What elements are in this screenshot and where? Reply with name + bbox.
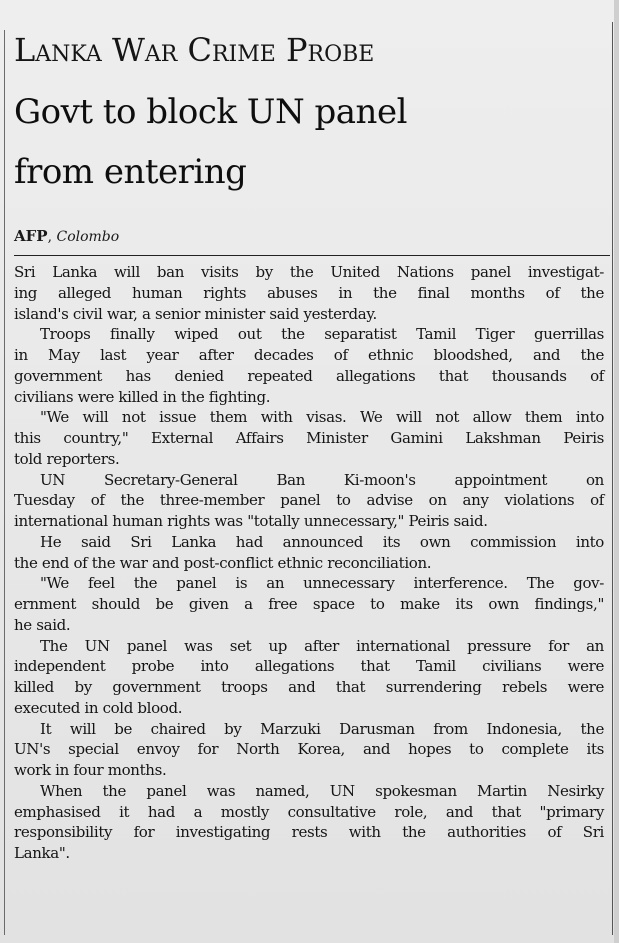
body-line: Sri Lanka will ban visits by the United Nations panel investigat-: [14, 263, 604, 281]
body-line: responsibility for investigating rests with the authorities of Sri: [14, 823, 604, 842]
headline: [14, 82, 609, 202]
body-line: emphasised it had a mostly consultative role, and that "primary: [14, 802, 604, 821]
column-rule-right: [612, 22, 613, 935]
byline-divider: [14, 255, 610, 256]
kicker-heading: Lanka War Crime Probe: [14, 31, 375, 69]
body-line: UN Secretary-General Ban Ki-moon's appointment on: [40, 470, 604, 489]
body-line: ernment should be given a free space to make its own findings,": [14, 595, 604, 613]
adjacent-column-edge: [614, 0, 619, 943]
body-line: government has denied repeated allegations that thousands of: [14, 366, 604, 385]
body-line: killed by government troops and that surrendering rebels were: [14, 678, 604, 696]
body-line: this country," External Affairs Minister Gamini Lakshman Peiris: [14, 429, 604, 447]
body-line: Troops finally wiped out the separatist Tamil Tiger guerrillas: [40, 325, 604, 344]
body-line: Lanka".: [14, 844, 70, 862]
byline-agency: AFP: [14, 227, 48, 245]
body-line: international human rights was "totally unnecessary," Peiris said.: [14, 512, 488, 530]
byline: [14, 226, 119, 247]
body-line: in May last year after decades of ethnic bloodshed, and the: [14, 346, 604, 364]
body-line: He said Sri Lanka had announced its own commission into: [40, 532, 604, 551]
body-line: island's civil war, a senior minister said yesterday.: [14, 304, 377, 323]
body-line: independent probe into allegations that Tamil civilians were: [14, 657, 604, 676]
body-line: The UN panel was set up after international pressure for an: [40, 636, 604, 655]
body-line: "We feel the panel is an unnecessary interference. The gov-: [40, 574, 604, 593]
byline-separator: ,: [47, 229, 57, 245]
body-line: told reporters.: [14, 449, 120, 468]
body-line: Tuesday of the three-member panel to advise on any violations of: [14, 491, 604, 510]
byline-place: Colombo: [56, 229, 120, 245]
body-line: "We will not issue them with visas. We will not allow them into: [40, 408, 604, 427]
body-line: ing alleged human rights abuses in the final months of the: [14, 283, 604, 302]
headline-line-1: Govt to block UN panel: [14, 92, 407, 132]
body-line: executed in cold blood.: [14, 698, 183, 717]
body-line: When the panel was named, UN spokesman Martin Nesirky: [40, 781, 604, 800]
article-body: [14, 262, 604, 864]
body-line: he said.: [14, 615, 71, 634]
body-line: civilians were killed in the fighting.: [14, 387, 271, 406]
body-line: It will be chaired by Marzuki Darusman from Indonesia, the: [40, 719, 604, 738]
headline-line-2: from entering: [14, 152, 247, 192]
body-line: work in four months.: [14, 761, 167, 779]
column-rule-left: [4, 30, 5, 935]
body-line: the end of the war and post-conflict ethnic reconciliation.: [14, 553, 432, 572]
body-line: UN's special envoy for North Korea, and hopes to complete its: [14, 740, 604, 759]
